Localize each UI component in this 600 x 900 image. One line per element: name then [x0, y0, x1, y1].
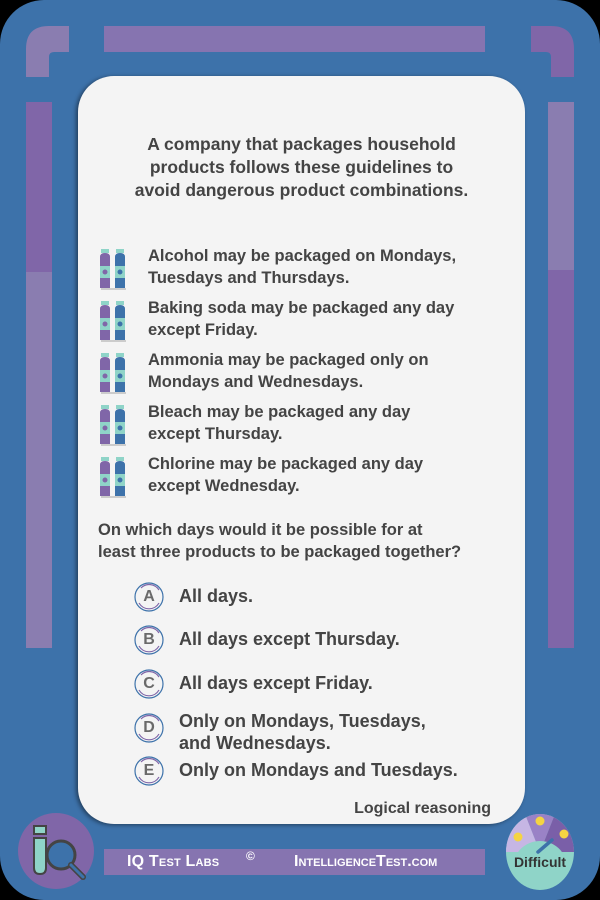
option-letter-badge — [133, 755, 165, 787]
option-text: All days except Thursday. — [179, 629, 400, 649]
option-letter-badge — [133, 624, 165, 656]
left-bar-upper — [26, 102, 52, 272]
option-letter: B — [143, 631, 155, 648]
rule-text: except Wednesday. — [148, 476, 300, 495]
footer-bar — [104, 849, 485, 875]
option-letter: A — [143, 588, 155, 605]
option-e[interactable] — [133, 755, 458, 787]
copyright-symbol: © — [246, 849, 255, 863]
rule-text: Alcohol may be packaged on Mondays, — [148, 247, 457, 265]
category-label: Logical reasoning — [354, 800, 491, 817]
option-letter: D — [143, 719, 155, 736]
rule-text: except Thursday. — [148, 424, 283, 443]
bottles-icon — [98, 248, 134, 290]
rule-text: Chlorine may be packaged any day — [148, 455, 424, 473]
site-link[interactable]: IntelligenceTest.com — [294, 853, 438, 870]
rule-text: Mondays and Wednesdays. — [148, 372, 364, 391]
option-text: All days. — [179, 586, 254, 606]
rule-chlorine — [98, 454, 423, 498]
rule-text: Bleach may be packaged any day — [148, 403, 411, 421]
question-text — [98, 519, 461, 563]
right-bar-upper — [548, 102, 574, 270]
intro-line: A company that packages household — [147, 134, 456, 154]
difficulty-gauge-icon — [505, 810, 575, 890]
bottles-icon — [98, 300, 134, 342]
bottles-icon — [98, 456, 134, 498]
rule-text: Baking soda may be packaged any day — [148, 299, 455, 317]
brand-name: IQ Test Labs — [127, 853, 220, 870]
intro-line: products follows these guidelines to — [149, 157, 454, 177]
rule-baking-soda — [98, 298, 454, 342]
top-left-corner — [23, 25, 69, 77]
difficulty-gauge — [505, 810, 575, 890]
question-line: On which days would it be possible for at — [98, 521, 423, 539]
intro-text — [78, 133, 525, 202]
rule-alcohol — [98, 246, 456, 290]
option-letter: E — [143, 762, 155, 779]
option-c[interactable] — [133, 668, 373, 700]
top-right-corner — [531, 25, 577, 77]
option-letter-badge — [133, 581, 165, 613]
bottles-icon — [98, 404, 134, 446]
rule-text: Ammonia may be packaged only on — [148, 351, 429, 369]
content-panel — [78, 76, 525, 824]
bottles-icon — [98, 352, 134, 394]
option-d[interactable] — [133, 706, 426, 754]
option-text: Only on Mondays, Tuesdays, — [179, 711, 426, 731]
option-a[interactable] — [133, 581, 253, 613]
rule-text: Tuesdays and Thursdays. — [148, 268, 350, 287]
option-b[interactable] — [133, 624, 400, 656]
intro-line: avoid dangerous product combinations. — [134, 180, 469, 200]
top-bar — [104, 26, 485, 52]
iq-magnifier-icon — [17, 812, 95, 890]
option-letter-badge — [133, 712, 165, 744]
question-line: least three products to be packaged together? — [98, 543, 462, 561]
rule-ammonia — [98, 350, 429, 394]
rule-text: except Friday. — [148, 320, 258, 339]
option-letter: C — [143, 675, 155, 692]
option-text: Only on Mondays and Tuesdays. — [179, 760, 458, 780]
option-letter-badge — [133, 668, 165, 700]
rule-bleach — [98, 402, 410, 446]
difficulty-label: Difficult — [513, 854, 567, 870]
option-text: and Wednesdays. — [179, 733, 331, 753]
option-text: All days except Friday. — [179, 673, 373, 693]
right-bar-lower — [548, 270, 574, 648]
